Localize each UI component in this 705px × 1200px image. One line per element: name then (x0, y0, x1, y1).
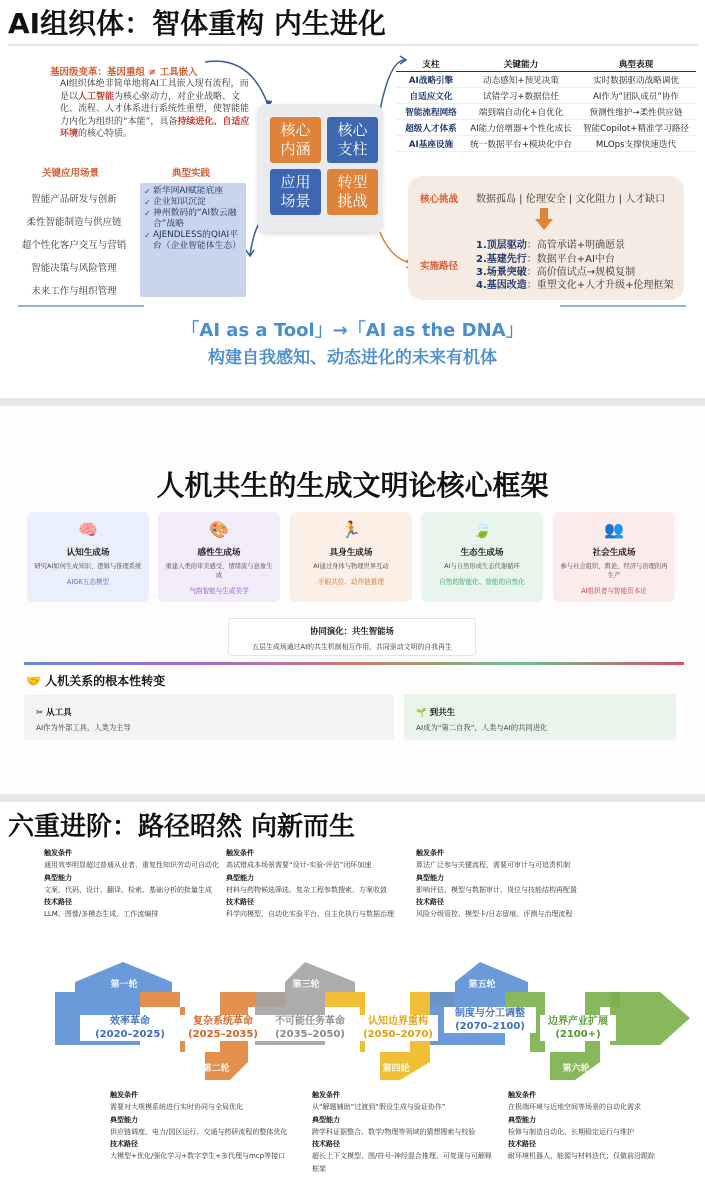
field-card-cognitive: 🧠 认知生成场 研究AI如何生成知识、逻辑与推理系统 AIGK五态模型 (27, 512, 149, 602)
scenario-item: 智能产品研发与创新 (31, 194, 117, 205)
round-5-details: 触发条件 算法广泛参与关键流程，需要可审计与可追责机制 典型能力 影响评估、模型与数据审计、岗位与技能结构再配置 技术路径 风险分级管控、模型卡/日志留痕、评测与治理流程 (416, 849, 577, 919)
from-tool-box: ✂ 从工具 AI作为外部工具，人类为主导 (24, 694, 394, 740)
round-4-label: 第四轮 (382, 1064, 410, 1074)
leaf-icon: 🍃 (472, 520, 492, 539)
quadrant-core-connotation: 核心 内涵 (270, 117, 321, 163)
round-6-name: 边界产业扩展 (2100+) (540, 1015, 616, 1041)
quadrant-challenges: 转型 挑战 (327, 169, 378, 215)
gene-change-label: 基因级变革：基因重组 ≠ 工具嵌入 (50, 67, 198, 78)
practice-item: ✓ AJENDLESS的QIAI平台（企业智能体生态） (144, 230, 242, 252)
scenarios-heading: 关键应用场景 (42, 168, 100, 179)
quadrant-scenarios: 应用 场景 (270, 169, 321, 215)
round-3-details: 触发条件 高试错成本场景需要“设计-实验-评估”闭环加速 典型能力 材料与药物候选筛选、复杂工程参数搜索、方案收敛 技术路径 科学向模型、自动化实验平台、自主化执行与数据治理 (226, 849, 394, 919)
practices-box (140, 183, 246, 297)
path-step: 2.基建先行：数据平台+AI中台 (476, 254, 615, 265)
table-row: 智能流程网络 端到端自动化+自优化 预测性维护→柔性供应链 (396, 104, 696, 120)
round-1-name: 效率革命 (2020–2025) (80, 1015, 180, 1041)
slogan-line-left (18, 305, 144, 307)
gradient-divider (24, 662, 684, 665)
round-2-name: 复杂系统革命 (2025–2035) (176, 1015, 270, 1041)
scenario-item: 超个性化客户交互与营销 (21, 240, 127, 251)
page-title: AI组织体：智体重构 内生进化 (8, 7, 386, 40)
path-label: 实施路径 (420, 261, 459, 272)
sprout-icon: 🌱 (416, 708, 427, 718)
people-icon: 👥 (604, 520, 624, 539)
table-row: 自适应文化 试错学习+数据信任 AI作为“团队成员”协作 (396, 88, 696, 104)
scenario-item: 未来工作与组织管理 (31, 286, 117, 297)
brain-icon: 🧠 (78, 520, 98, 539)
handshake-icon: 🤝 (26, 674, 41, 688)
field-card-embodied: 🏃 具身生成场 AI通过身体与物理世界互动 手眼共位、动作链推理 (290, 512, 412, 602)
palette-icon: 🎨 (209, 520, 229, 539)
section-gap (0, 794, 705, 802)
quadrant-core-pillars: 核心 支柱 (327, 117, 378, 163)
runner-icon: 🏃 (341, 520, 361, 539)
table-header: 支柱 关键能力 典型表现 (396, 56, 696, 72)
round-4-details: 触发条件 从“解题辅助”过渡到“假设生成与验证协作” 典型能力 跨学科证据整合、数学/物理等领域的猜想搜索与校验 技术路径 超长上下文模型、图/符号-神经混合推理、可复现与可解释框架 (312, 1091, 492, 1173)
symbiosis-title: 人机共生的生成文明论核心框架 (156, 469, 549, 502)
shift-heading: 🤝 人机关系的根本性转变 (26, 674, 166, 688)
table-row: AI基座设施 统一数据平台+模块化中台 MLOps支撑快速迭代 (396, 136, 696, 152)
round-1-details: 触发条件 通用效率明显超过普通从业者，重复性知识劳动可自动化 典型能力 文案、代码、设计、翻译、检索、基础分析的批量生成 技术路径 LLM、图像/多模态生成、工作流编排 (44, 849, 219, 919)
section-six-stages (0, 802, 705, 1200)
practice-item: ✓ 新华网AI赋能底座 (144, 186, 242, 197)
scenario-item: 智能决策与风险管理 (31, 263, 117, 274)
slogan-tool-to-dna: 「AI as a Tool」→「AI as the DNA」 (181, 320, 524, 341)
challenge-label: 核心挑战 (420, 194, 459, 205)
field-card-ecological: 🍃 生态生成场 AI与自然形成生态代谢循环 自然的智能化、智能的自然化 (421, 512, 543, 602)
to-symbiosis-box: 🌱 到共生 AI成为“第二自我”，人类与AI的共同进化 (404, 694, 676, 740)
section-ai-organism (0, 0, 705, 398)
slogan-line-right (560, 305, 686, 307)
round-5-label: 第五轮 (468, 980, 496, 990)
round-6-label: 第六轮 (562, 1064, 590, 1074)
section-symbiosis (0, 406, 705, 794)
round-6-details: 触发条件 在极端环境与近地空间等场景的自动化需求 典型能力 检修与制造自动化、长期稳定运行与维护 技术路径 耐环境机器人、能源与材料迭代；仅做前沿跟踪 (508, 1091, 655, 1161)
table-row: AI战略引擎 动态感知+预见决策 实时数据驱动战略调优 (396, 72, 696, 88)
core-paragraph: AI组织体绝非简单地将AI工具嵌入现有流程，而是以人工智能为核心驱动力，对企业战略、文化、流程、人才体系进行系统性重塑，使智能能力内化为组织的“本能”，具备持续进化、自适应环境的核心特质。 (60, 79, 250, 139)
coevolution-box: 协同演化：共生智能场 五层生成场通过AI的共生机制相互作用，共同驱动文明的自我再生 (228, 618, 476, 656)
challenge-text: 数据孤岛 | 伦理安全 | 文化阻力 | 人才缺口 (476, 194, 666, 205)
wrench-icon: ✂ (36, 708, 44, 718)
path-step: 4.基因改造：重塑文化+人才升级+伦理框架 (476, 280, 674, 291)
stages-title: 六重进阶：路径昭然 向新而生 (8, 812, 356, 842)
slogan-organism: 构建自我感知、动态进化的未来有机体 (208, 348, 497, 368)
practice-item: ✓ 神州数码的“AI数云融合”战略 (144, 208, 242, 230)
round-3-label: 第三轮 (292, 980, 320, 990)
field-card-aesthetic: 🎨 感性生成场 重建人类的审美感受、情绪流与意象生成 气韵智能与生成美学 (158, 512, 280, 602)
round-3-name: 不可能任务革命 (2035–2050) (266, 1015, 354, 1041)
round-4-name: 认知边界重构 (2050–2070) (358, 1015, 438, 1041)
round-2-details: 触发条件 需要对大规模系统进行实时协同与全局优化 典型能力 供应链调度、电力/园区运行、交通与药研流程的整体优化 技术路径 大模型+优化/强化学习+数字孪生+多代理与mcp等接口 (110, 1091, 288, 1161)
practices-heading: 典型实践 (172, 168, 211, 179)
scenario-item: 柔性智能制造与供应链 (26, 217, 122, 228)
path-step: 1.顶层驱动：高管承诺+明确愿景 (476, 240, 626, 251)
round-1-label: 第一轮 (110, 980, 138, 990)
pillars-table (396, 56, 696, 152)
field-card-social: 👥 社会生成场 参与社会组织、舆论、经济与治理的再生产 AI组织者与智能资本论 (553, 512, 675, 602)
round-5-name: 制度与分工调整 (2070–2100) (444, 1007, 536, 1033)
table-row: 超级人才体系 AI能力倍增器+个性化成长 智能Copilot+精准学习路径 (396, 120, 696, 136)
down-arrow-icon (534, 208, 554, 232)
section-gap (0, 398, 705, 406)
practice-item: ✓ 企业知识沉淀 (144, 197, 242, 208)
round-2-label: 第二轮 (202, 1064, 230, 1074)
path-step: 3.场景突破：高价值试点→规模复制 (476, 267, 636, 278)
